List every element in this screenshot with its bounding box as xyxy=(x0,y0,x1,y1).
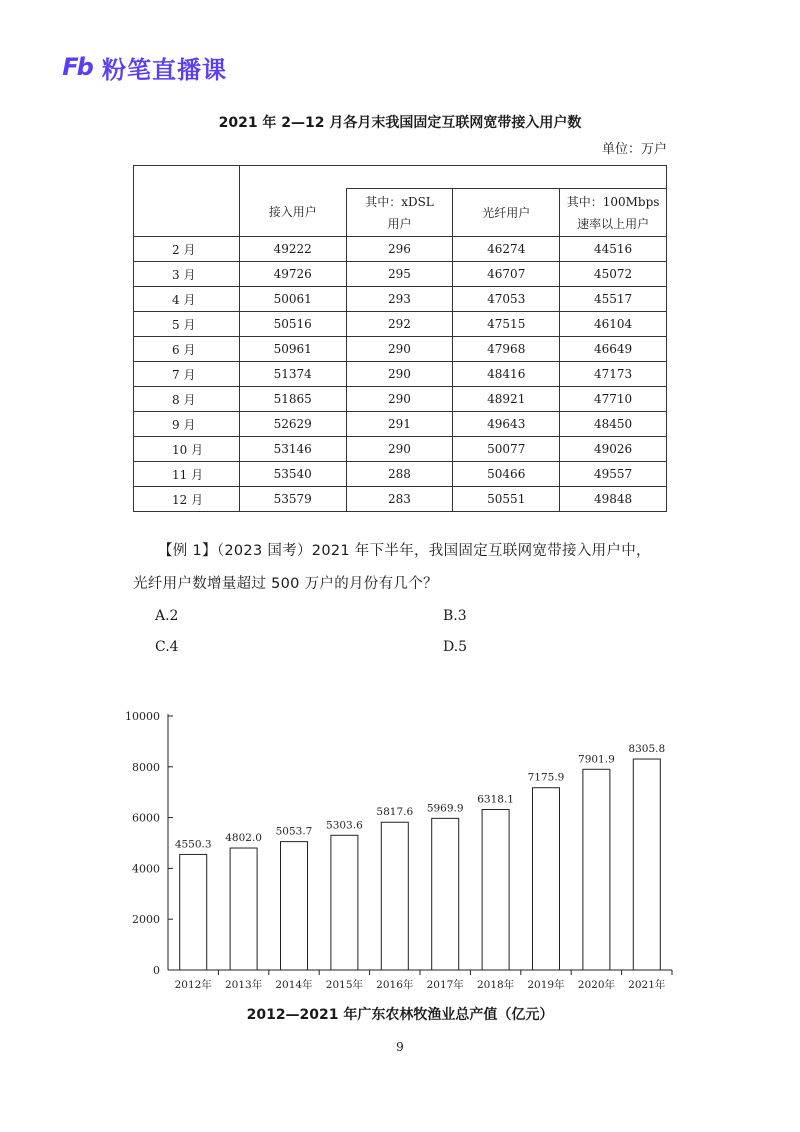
x-tick-label: 2017年 xyxy=(426,979,464,991)
option-b[interactable]: B.3 xyxy=(443,608,467,624)
y-tick-label: 0 xyxy=(153,964,160,977)
value-cell: 50061 xyxy=(239,287,346,312)
bar xyxy=(482,810,509,970)
table-row xyxy=(134,237,667,262)
y-tick-label: 6000 xyxy=(132,811,160,825)
table-row xyxy=(134,337,667,362)
value-cell: 291 xyxy=(346,412,453,437)
bar xyxy=(432,818,459,970)
month-cell: 12 月 xyxy=(134,487,240,512)
value-cell: 49643 xyxy=(453,412,560,437)
value-cell: 47053 xyxy=(453,287,560,312)
value-cell: 52629 xyxy=(239,412,346,437)
value-cell: 46104 xyxy=(560,312,667,337)
table-row xyxy=(134,262,667,287)
value-cell: 50077 xyxy=(453,437,560,462)
x-tick-label: 2014年 xyxy=(275,979,313,991)
value-cell: 50961 xyxy=(239,337,346,362)
bar xyxy=(230,848,257,970)
x-tick-label: 2021年 xyxy=(628,979,666,991)
brand-mark: Fb xyxy=(62,53,92,81)
bar-value-label: 5053.7 xyxy=(275,825,313,838)
month-cell: 6 月 xyxy=(134,337,240,362)
value-cell: 46274 xyxy=(453,237,560,262)
table-row xyxy=(134,287,667,312)
bar-value-label: 4802.0 xyxy=(225,832,262,845)
value-cell: 53579 xyxy=(239,487,346,512)
x-tick-label: 2020年 xyxy=(577,979,616,991)
bar-value-label: 4550.3 xyxy=(174,838,212,851)
month-cell: 5 月 xyxy=(134,312,240,337)
month-cell: 2 月 xyxy=(134,237,240,262)
bar xyxy=(633,759,660,970)
question-line-2: 光纤用户数增量超过 500 万户的月份有几个？ xyxy=(133,576,438,592)
value-cell: 44516 xyxy=(560,237,667,262)
x-tick-label: 2018年 xyxy=(476,979,515,991)
bar-value-label: 5303.6 xyxy=(326,819,363,832)
value-cell: 49848 xyxy=(560,487,667,512)
value-cell: 48416 xyxy=(453,362,560,387)
value-cell: 50551 xyxy=(453,487,560,512)
value-cell: 49557 xyxy=(560,462,667,487)
table-title: 2021 年 2—12 月各月末我国固定互联网宽带接入用户数 xyxy=(218,115,582,131)
bar-value-label: 7175.9 xyxy=(527,771,565,784)
bar xyxy=(381,822,408,970)
option-a[interactable]: A.2 xyxy=(155,608,179,624)
table-row xyxy=(134,387,667,412)
bar-value-label: 8305.8 xyxy=(628,743,666,756)
value-cell: 290 xyxy=(346,387,453,412)
header-100mbps: 其中：100Mbps 速率以上用户 xyxy=(560,189,667,237)
value-cell: 53540 xyxy=(239,462,346,487)
value-cell: 48450 xyxy=(560,412,667,437)
broadband-table xyxy=(133,165,667,512)
value-cell: 47710 xyxy=(560,387,667,412)
value-cell: 47173 xyxy=(560,362,667,387)
x-tick-label: 2012年 xyxy=(174,979,212,991)
value-cell: 51374 xyxy=(239,362,346,387)
value-cell: 48921 xyxy=(453,387,560,412)
value-cell: 45072 xyxy=(560,262,667,287)
value-cell: 46707 xyxy=(453,262,560,287)
x-tick-label: 2019年 xyxy=(527,979,565,991)
bar xyxy=(281,842,308,970)
chart-title: 2012—2021 年广东农林牧渔业总产值（亿元） xyxy=(246,1007,554,1023)
value-cell: 290 xyxy=(346,362,453,387)
value-cell: 49726 xyxy=(239,262,346,287)
table-unit: 单位：万户 xyxy=(601,142,667,157)
value-cell: 290 xyxy=(346,337,453,362)
y-tick-label: 4000 xyxy=(132,862,160,876)
value-cell: 288 xyxy=(346,462,453,487)
month-cell: 11 月 xyxy=(134,462,240,487)
question-line-1: 【例 1】（2023 国考）2021 年下半年，我国固定互联网宽带接入用户中， xyxy=(158,543,651,559)
table-row xyxy=(134,462,667,487)
value-cell: 283 xyxy=(346,487,453,512)
value-cell: 47515 xyxy=(453,312,560,337)
value-cell: 296 xyxy=(346,237,453,262)
month-cell: 3 月 xyxy=(134,262,240,287)
y-tick-label: 2000 xyxy=(132,913,160,927)
y-tick-label: 10000 xyxy=(125,710,160,723)
x-tick-label: 2016年 xyxy=(376,979,414,991)
header-fiber: 光纤用户 xyxy=(453,189,560,237)
table-row xyxy=(134,362,667,387)
x-tick-label: 2015年 xyxy=(325,979,364,991)
value-cell: 53146 xyxy=(239,437,346,462)
table-row xyxy=(134,312,667,337)
value-cell: 50516 xyxy=(239,312,346,337)
bar xyxy=(331,835,358,970)
table-row xyxy=(134,412,667,437)
table-header-top xyxy=(134,166,667,189)
value-cell: 47968 xyxy=(453,337,560,362)
bar-value-label: 6318.1 xyxy=(477,793,514,806)
header-access: 接入用户 xyxy=(239,189,346,237)
month-cell: 10 月 xyxy=(134,437,240,462)
value-cell: 50466 xyxy=(453,462,560,487)
bar-value-label: 5817.6 xyxy=(376,806,414,819)
y-tick-label: 8000 xyxy=(132,760,160,774)
month-cell: 9 月 xyxy=(134,412,240,437)
value-cell: 51865 xyxy=(239,387,346,412)
option-c[interactable]: C.4 xyxy=(155,639,179,655)
option-d[interactable]: D.5 xyxy=(443,639,468,655)
value-cell: 292 xyxy=(346,312,453,337)
month-cell: 4 月 xyxy=(134,287,240,312)
corner-cell xyxy=(134,166,240,237)
value-cell: 45517 xyxy=(560,287,667,312)
month-cell: 8 月 xyxy=(134,387,240,412)
page-number: 9 xyxy=(396,1040,404,1054)
bar xyxy=(583,769,610,970)
brand-name: 粉笔直播课 xyxy=(102,55,227,84)
month-cell: 7 月 xyxy=(134,362,240,387)
table-row xyxy=(134,437,667,462)
table-row xyxy=(134,487,667,512)
bar xyxy=(180,854,207,970)
value-cell: 49026 xyxy=(560,437,667,462)
header-xdsl: 其中：xDSL 用户 xyxy=(346,189,453,237)
table-body xyxy=(134,237,667,512)
x-tick-label: 2013年 xyxy=(224,979,263,991)
value-cell: 295 xyxy=(346,262,453,287)
bar xyxy=(533,788,560,970)
value-cell: 49222 xyxy=(239,237,346,262)
output-value-bar-chart xyxy=(100,700,700,1000)
bar-value-label: 7901.9 xyxy=(578,753,615,766)
value-cell: 290 xyxy=(346,437,453,462)
bar-value-label: 5969.9 xyxy=(426,802,464,815)
brand-logo xyxy=(58,52,227,82)
value-cell: 293 xyxy=(346,287,453,312)
value-cell: 46649 xyxy=(560,337,667,362)
